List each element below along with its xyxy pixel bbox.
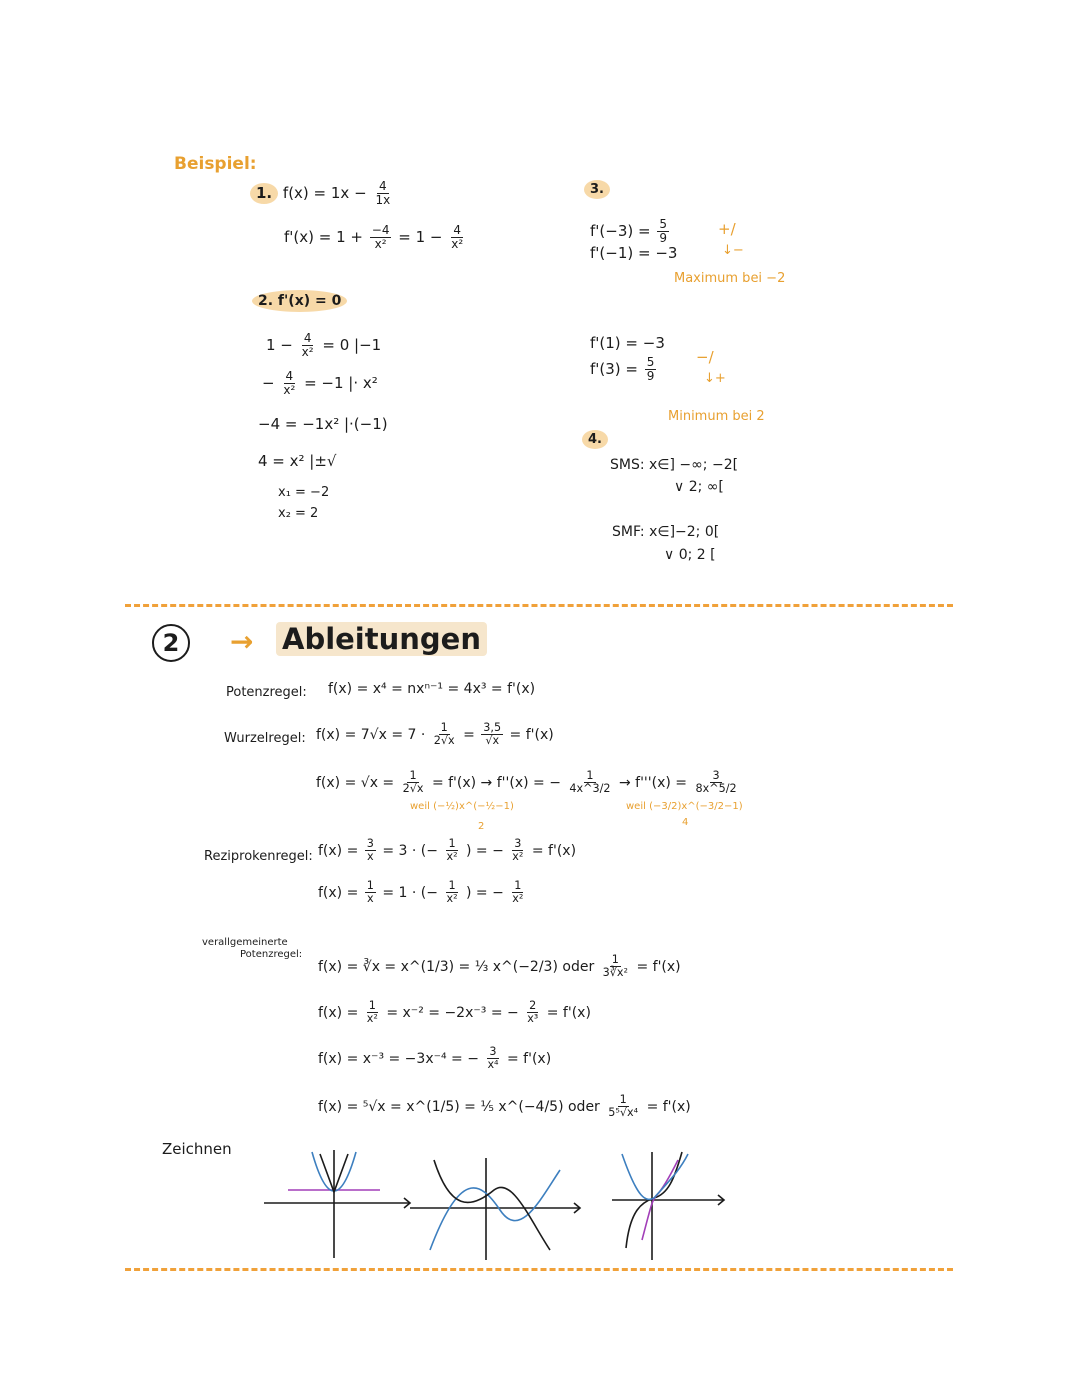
graph-2 xyxy=(410,1158,580,1260)
drawing-label: Zeichnen xyxy=(162,1140,232,1158)
step3-label: 3. xyxy=(584,180,610,199)
wurzel-rule-formula: f(x) = 7√x = 7 · $\frac{1}{2√x}$ = $\frac{3,5}{√x}$ = f'(x) xyxy=(316,721,554,748)
example-heading: Beispiel: xyxy=(174,154,257,174)
sms-interval-1: SMS: x∈] −∞; −2[ xyxy=(610,457,739,473)
wurzel-note-2: weil (−3/2)x^(−3/2−1) xyxy=(626,801,743,812)
fprime-minus1: f'(−1) = −3 xyxy=(590,244,678,262)
maximum-text: Maximum bei −2 xyxy=(674,271,786,286)
wurzel-note-1: weil (−½)x^(−½−1) xyxy=(410,801,514,812)
step2-label: 2. f'(x) = 0 xyxy=(252,290,347,312)
step1-function: 1. f(x) = 1x − $\frac{4}{1x}$ xyxy=(250,180,394,207)
section-title: Ableitungen xyxy=(276,625,487,654)
wurzel-rule-label: Wurzelregel: xyxy=(224,731,306,746)
section-arrow: → xyxy=(230,625,254,658)
sign-change-a: +/ xyxy=(718,220,736,238)
arrow-a: ↓− xyxy=(722,243,744,258)
step1-derivative: f'(x) = 1 + $\frac{-4}{\text{x²}}$ = 1 − $\frac{4}{\text{x²}}$ xyxy=(284,223,464,252)
sign-change-b: −/ xyxy=(696,348,714,366)
potenz-rule-formula: f(x) = x⁴ = nxⁿ⁻¹ = 4x³ = f'(x) xyxy=(328,681,536,697)
section-number: 2 xyxy=(152,624,190,662)
graph-2-blue-curve xyxy=(430,1170,560,1250)
solution-x2: x₂ = 2 xyxy=(278,506,319,521)
arrow-b: ↓+ xyxy=(704,371,726,386)
equation-1: 1 − $\frac{4}{\text{x²}}$ = 0 |−1 xyxy=(266,331,382,360)
sms-interval-2: ∨ 2; ∞[ xyxy=(674,479,724,495)
equation-3: −4 = −1x² |·(−1) xyxy=(258,415,388,433)
vpot-label-2: Potenzregel: xyxy=(240,949,303,960)
rezi-formula-1: f(x) = $\frac{3}{x}$ = 3 · (− $\frac{1}{\text{x²}}$ ) = − $\frac{3}{\text{x²}}$ = f'(x) xyxy=(318,837,577,864)
wurzel-derivatives: f(x) = √x = $\frac{1}{2√x}$ = f'(x) → f''(x) = − $\frac{1}{4x\^{}3/2}$ → f'''(x) = $\frac{3}{8x\^{}5/2}$ xyxy=(316,769,737,796)
vpot-label-1: verallgemeinerte xyxy=(202,937,288,948)
minimum-text: Minimum bei 2 xyxy=(668,409,765,424)
section-divider-bottom xyxy=(125,1268,953,1271)
fprime-minus3: f'(−3) = $\frac{5}{9}$ xyxy=(590,217,667,246)
rezi-rule-label: Reziprokenregel: xyxy=(204,849,313,864)
graph-3 xyxy=(612,1152,724,1260)
graph-1 xyxy=(264,1150,410,1258)
wurzel-note-1-den: 2 xyxy=(478,821,485,832)
vpot-formula-4: f(x) = ⁵√x = x^(1/5) = ⅕ x^(−4/5) oder $\frac{1}{\text{5⁵√x⁴}}$ = f'(x) xyxy=(318,1093,691,1120)
fprime-3: f'(3) = $\frac{5}{9}$ xyxy=(590,355,655,384)
step4-label: 4. xyxy=(582,430,608,449)
potenz-rule-label: Potenzregel: xyxy=(226,685,307,700)
equation-4: 4 = x² |±√ xyxy=(258,452,337,470)
wurzel-note-2-den: 4 xyxy=(682,817,689,828)
solution-x1: x₁ = −2 xyxy=(278,485,330,500)
vpot-formula-1: f(x) = ∛x = x^(1/3) = ⅓ x^(−2/3) oder $\frac{1}{\text{3∛x²}}$ = f'(x) xyxy=(318,953,681,980)
equation-2: − $\frac{4}{\text{x²}}$ = −1 |· x² xyxy=(262,369,378,398)
smf-interval-2: ∨ 0; 2 [ xyxy=(664,547,716,563)
vpot-formula-2: f(x) = $\frac{1}{\text{x²}}$ = x⁻² = −2x⁻³ = − $\frac{2}{\text{x³}}$ = f'(x) xyxy=(318,999,591,1026)
sketch-graphs xyxy=(250,1140,750,1270)
step1-label: 1. xyxy=(250,183,278,204)
vpot-formula-3: f(x) = x⁻³ = −3x⁻⁴ = − $\frac{3}{\text{x⁴}}$ = f'(x) xyxy=(318,1045,552,1072)
smf-interval-1: SMF: x∈]−2; 0[ xyxy=(612,524,720,540)
section-divider-top xyxy=(125,604,953,607)
rezi-formula-2: f(x) = $\frac{1}{x}$ = 1 · (− $\frac{1}{\text{x²}}$ ) = − $\frac{1}{\text{x²}}$ xyxy=(318,879,524,906)
fprime-1: f'(1) = −3 xyxy=(590,334,665,352)
